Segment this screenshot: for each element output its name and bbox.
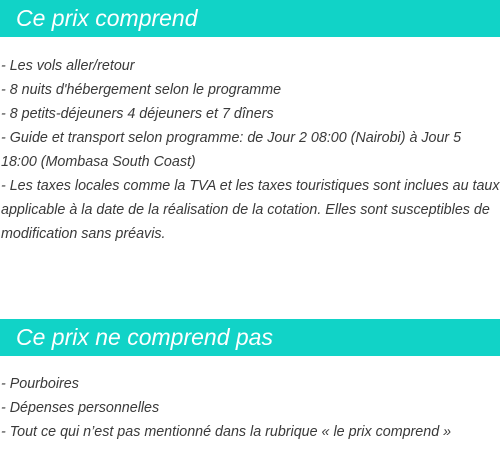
excluded-list bbox=[0, 372, 500, 444]
list-item-personal-expenses: - Dépenses personnelles bbox=[1, 400, 160, 416]
list-item-tips: - Pourboires bbox=[1, 376, 79, 392]
list-item-accommodation: - 8 nuits d'hébergement selon le programme bbox=[1, 82, 282, 98]
list-item-not-mentioned: - Tout ce qui n’est pas mentionné dans la rubrique « le prix comprend » bbox=[1, 424, 452, 440]
list-item-guide-transport: - Guide et transport selon programme: de Jour 2 08:00 (Nairobi) à Jour 5 18:00 (Mombasa South Coast) bbox=[1, 130, 462, 170]
excluded-header-banner bbox=[0, 319, 500, 356]
included-list bbox=[0, 54, 500, 246]
excluded-title: Ce prix ne comprend pas bbox=[16, 324, 273, 350]
list-item-taxes: - Les taxes locales comme la TVA et les taxes touristiques sont inclues au taux applicable à la date de la réalisation de la cotation. Elles sont susceptibles de modification sans préavis. bbox=[1, 178, 500, 242]
list-item-flights: - Les vols aller/retour bbox=[1, 58, 135, 74]
excluded-section bbox=[0, 319, 500, 444]
included-title: Ce prix comprend bbox=[16, 5, 198, 31]
list-item-meals: - 8 petits-déjeuners 4 déjeuners et 7 dîners bbox=[1, 106, 274, 122]
included-header-banner bbox=[0, 0, 500, 37]
